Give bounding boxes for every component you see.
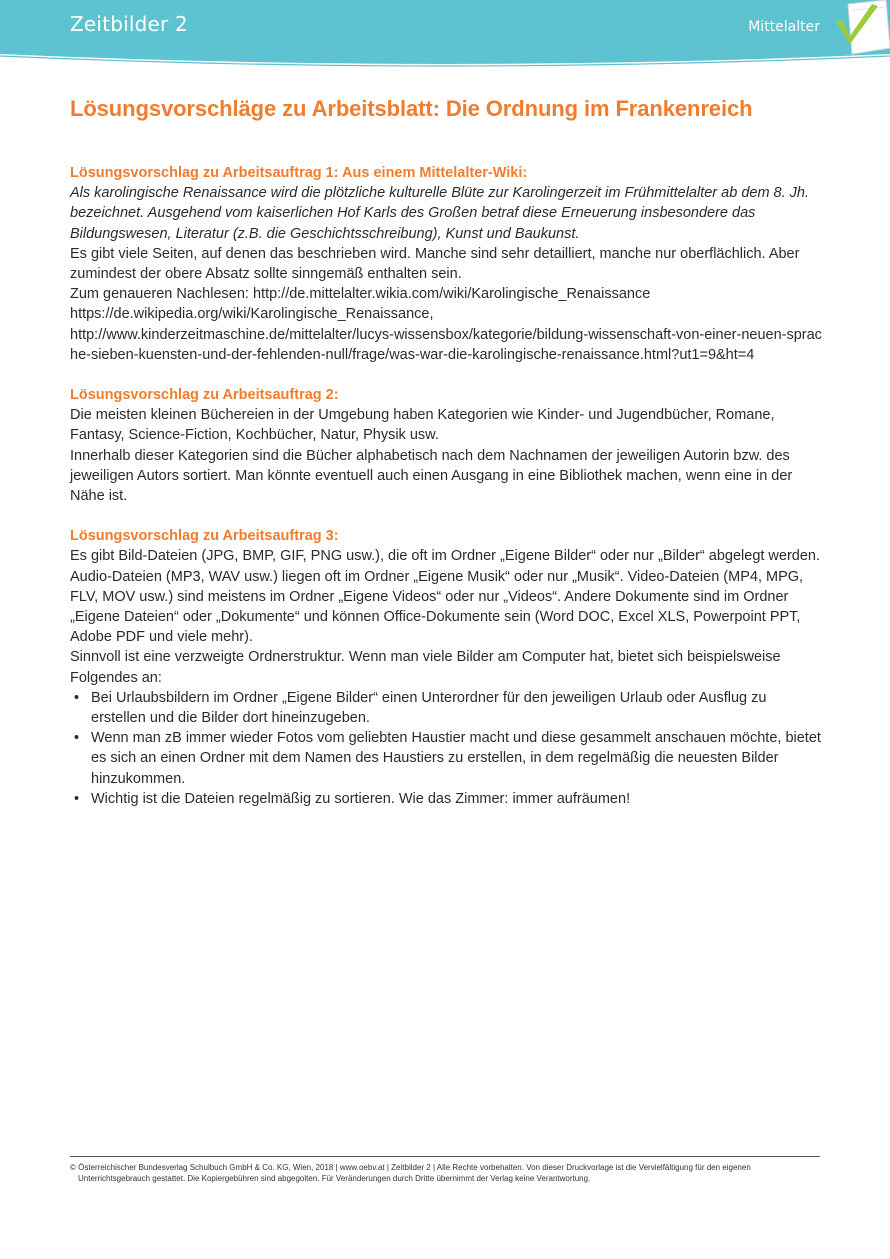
section3-bullet-list [70, 688, 825, 809]
header-subject: Mittelalter [748, 19, 820, 35]
bullet-icon: • [74, 730, 80, 747]
header-curve [0, 40, 890, 70]
section1-heading: Lösungsvorschlag zu Arbeitsauftrag 1: Aus einem Mittelalter-Wiki: [70, 165, 528, 181]
section1-link-kinderzeitmaschine[interactable]: http://www.kinderzeitmaschine.de/mittelalter/lucys-wissensbox/kategorie/bildung-wissenschaft-von-einer-neuen-sprache-sieben-kuensten-und-der-fehlenden-null/frage/was-war-die-karolingische-renaissance.html?ut1=9&ht=4 [70, 326, 822, 363]
list-item: • Bei Urlaubsbildern im Ordner „Eigene Bilder“ einen Unterordner für den jeweiligen Urlaub oder Ausflug zu erstellen und die Bilder dort hineinzugeben. [74, 689, 767, 727]
section3-paragraph-2: Sinnvoll ist eine verzweigte Ordnerstruktur. Wenn man viele Bilder am Computer hat, bietet sich beispielsweise Folgendes an: [70, 649, 781, 686]
bullet-icon: • [74, 689, 80, 706]
footer [70, 1162, 820, 1184]
content-body [70, 163, 825, 809]
header-title: Zeitbilder 2 [70, 12, 188, 36]
list-item: • Wenn man zB immer wieder Fotos vom geliebten Haustier macht und diese gesammelt anschauen möchte, bietet es sich an einen Ordner mit dem Namen des Haustiers zu erstellen, in dem regelmäßig die neuesten Bilder hinzukommen. [74, 730, 821, 787]
footer-line-1: © Österreichischer Bundesverlag Schulbuch GmbH & Co. KG, Wien, 2018 | www.oebv.at | Zeitbilder 2 | Alle Rechte vorbehalten. Von dieser Druckvorlage ist die Vervielfältigung für den eigenen [70, 1163, 751, 1172]
bullet-icon: • [74, 790, 80, 807]
section2-heading: Lösungsvorschlag zu Arbeitsauftrag 2: [70, 387, 339, 404]
section2-paragraph-1: Die meisten kleinen Büchereien in der Umgebung haben Kategorien wie Kinder- und Jugendbücher, Romane, Fantasy, Science-Fiction, Kochbücher, Natur, Physik usw. [70, 407, 775, 444]
footer-line-2: Unterrichtsgebrauch gestattet. Die Kopiergebühren sind abgegolten. Für Veränderungen durch Dritte übernimmt der Verlag keine Verantwortung. [78, 1174, 591, 1183]
section1-quote: Als karolingische Renaissance wird die plötzliche kulturelle Blüte zur Karolingerzeit im Frühmittelalter ab dem 8. Jh. bezeichnet. Ausgehend vom kaiserlichen Hof Karls des Großen betraf diese Erneuerung insbesondere das Bildungswesen, Literatur (z.B. die Geschichtsschreibung), Kunst und Baukunst. [70, 185, 810, 242]
section3-paragraph-1: Es gibt Bild-Dateien (JPG, BMP, GIF, PNG usw.), die oft im Ordner „Eigene Bilder“ oder nur „Bilder“ abgelegt werden. Audio-Dateien (MP3, WAV usw.) liegen oft im Ordner „Eigene Musik“ oder nur „Musik“. Video-Dateien (MP4, MPG, FLV, MOV usw.) sind meistens im Ordner „Eigene Videos“ oder nur „Videos“. Andere Dokumente sind im Ordner „Eigene Dateien“ oder „Dokumente“ und können Office-Dokumente sein (Word DOC, Excel XLS, Powerpoint PPT, Adobe PDF und viele mehr). [70, 548, 821, 646]
paper-checkmark-icon [828, 0, 890, 62]
section1-link-mittelalter-wiki[interactable]: Zum genaueren Nachlesen: http://de.mittelalter.wikia.com/wiki/Karolingische_Renaissance [70, 286, 651, 303]
footer-divider [70, 1156, 820, 1157]
section1-paragraph: Es gibt viele Seiten, auf denen das beschrieben wird. Manche sind sehr detailliert, manche nur oberflächlich. Aber zumindest der obere Absatz sollte sinngemäß enthalten sein. [70, 245, 800, 283]
list-item: • Wichtig ist die Dateien regelmäßig zu sortieren. Wie das Zimmer: immer aufräumen! [70, 789, 825, 809]
section3-heading: Lösungsvorschlag zu Arbeitsauftrag 3: [70, 528, 339, 545]
page-title: Lösungsvorschläge zu Arbeitsblatt: Die Ordnung im Frankenreich [70, 96, 753, 121]
section1-link-wikipedia[interactable]: https://de.wikipedia.org/wiki/Karolingische_Renaissance, [70, 306, 434, 323]
section2-paragraph-2: Innerhalb dieser Kategorien sind die Bücher alphabetisch nach dem Nachnamen der jeweiligen Autorin bzw. des jeweiligen Autors sortiert. Man könnte eventuell auch einen Ausgang in eine Bibliothek machen, wenn eine in der Nähe ist. [70, 447, 793, 505]
